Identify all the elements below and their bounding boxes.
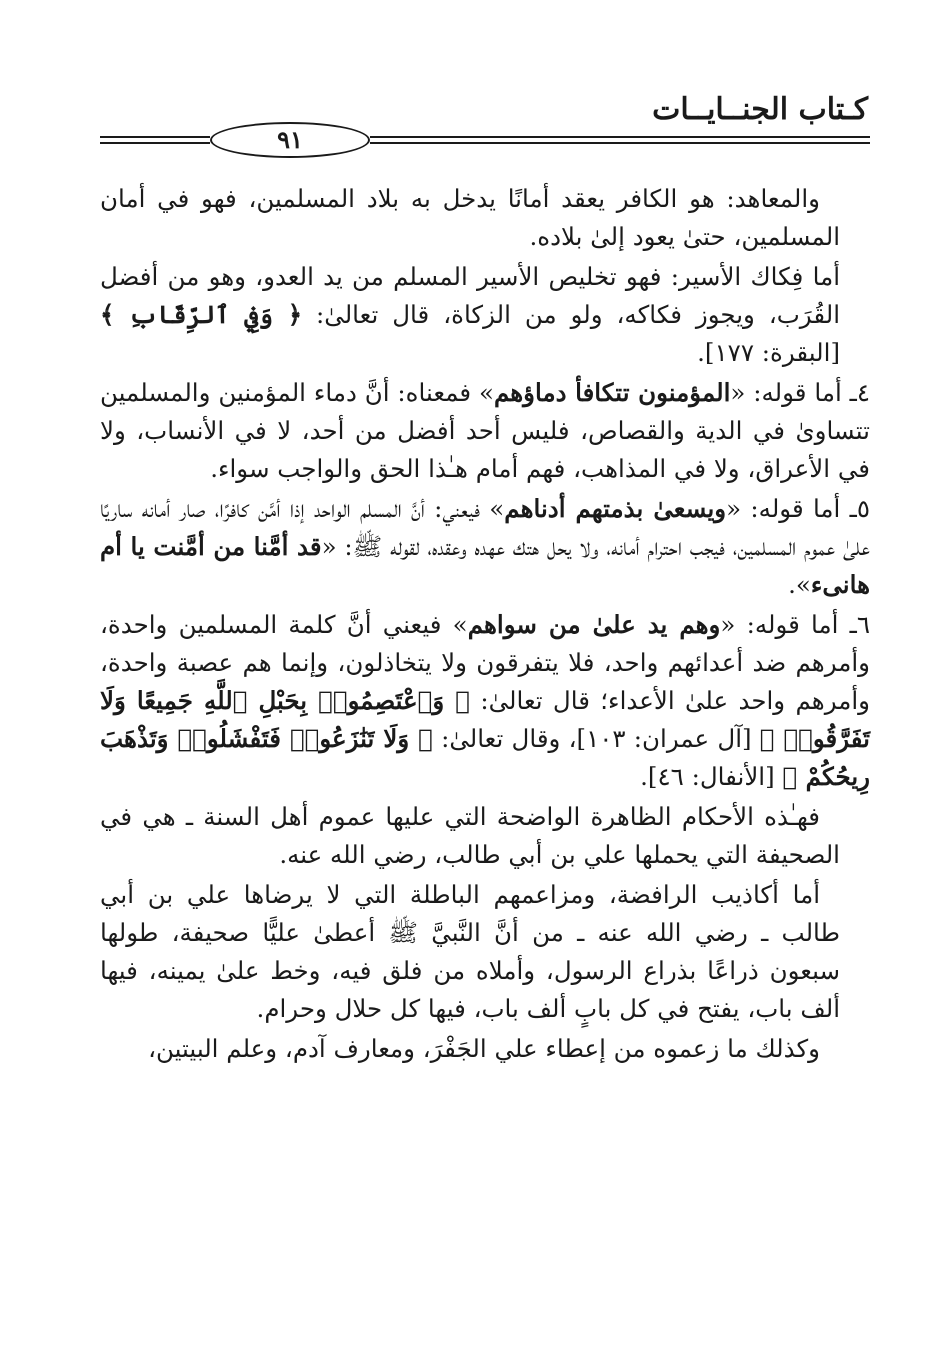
paragraph: وكذلك ما زعموه من إعطاء علي الجَفْرَ، ومعارف آدم، وعلم البيتين، [148,1034,820,1063]
paragraph: فهـٰذه الأحكام الظاهرة الواضحة التي عليها عموم أهل السنة ـ هي في الصحيفة التي يحملها علي بن أبي طالب، رضي الله عنه. [100,802,840,869]
paragraph: والمعاهد: هو الكافر يعقد أمانًا يدخل به بلاد المسلمين، فهو في أمان المسلمين، حتىٰ يعود إلىٰ بلاده. [100,184,840,251]
page-header [100,92,870,162]
quran-verse: ﴿ وَٱعْتَصِمُوا۟ بِحَبْلِ ٱللَّهِ جَمِيعًا وَلَا تَفَرَّقُوا۟ ﴾ [100,686,870,753]
page-number: ٩١ [210,122,370,158]
header-rule [100,136,210,138]
quran-verse: ﴿ وَفِي ٱلرِّقَابِ ﴾ [100,300,303,329]
numbered-paragraph: ٤ـ أما قوله: «المؤمنون تتكافأ دماؤهم» فمعناه: أنَّ دماء المؤمنين والمسلمين تتساوىٰ في الدية والقصاص، فليس أحد أفضل من أحد، لا في الأنساب، ولا في الأعراق، ولا في المذاهب، فهم أمام هـٰذا الحق والواجب سواء. [100,378,871,483]
hadith-quote: ويسعىٰ بذمتهم أدناهم [504,494,727,523]
header-rule [100,142,210,144]
numbered-paragraph: ٦ـ أما قوله: «وهم يد علىٰ من سواهم» فيعني أنَّ كلمة المسلمين واحدة، وأمرهم ضد أعدائهم واحد، فلا يتفرقون ولا يتخاذلون، وإنما هم عصبة واحدة، وأمرهم واحد علىٰ الأعداء؛ قال تعالىٰ: ﴿ وَٱعْتَصِمُوا۟ بِحَبْلِ ٱللَّهِ جَمِيعًا وَلَا تَفَرَّقُوا۟ ﴾ [آل عمران: ١٠٣]، وقال تعالىٰ: ﴿ وَلَا تَنَٰزَعُوا۟ فَتَفْشَلُوا۟ وَتَذْهَبَ رِيحُكُمْ ﴾ [الأنفال: ٤٦]. [100,610,870,791]
paragraph: أما أكاذيب الرافضة، ومزاعمهم الباطلة التي لا يرضاها علي بن أبي طالب ـ رضي الله عنه ـ من أنَّ النَّبيَّ ﷺ أعطىٰ عليًّا صحيفة، طولها سبعون ذراعًا بذراع الرسول، وأملاه من فلق فيه، وخط علىٰ يمينه، فيها ألف باب، يفتح في كل بابٍ ألف باب، فيها كل حلال وحرام. [100,880,840,1023]
paragraph: أما فِكاك الأسير: فهو تخليص الأسير المسلم من يد العدو، وهو من أفضل القُرَب، ويجوز فكاكه، ولو من الزكاة، قال تعالىٰ: ﴿ وَفِي ٱلرِّقَابِ ﴾ [البقرة: ١٧٧]. [100,262,840,367]
hadith-quote: وهم يد علىٰ من سواهم [467,610,721,639]
page-body [100,180,871,1070]
numbered-paragraph: ٥ـ أما قوله: «ويسعىٰ بذمتهم أدناهم» فيعني: أنَّ المسلم الواحد إذا أمَّن كافرًا، صار أمانه ساريًا علىٰ عموم المسلمين، فيجب احترام أمانه، ولا يحل هتك عهده وعقده، لقوله ﷺ: «قد أمَّنا من أمَّنت يا أم هانىء». [100,494,870,599]
chapter-title: كـتاب الجنــايــات [652,92,868,127]
hadith-quote: المؤمنون تتكافأ دماؤهم [493,378,731,407]
hadith-quote: قد أمَّنا من أمَّنت يا أم هانىء [100,532,870,599]
header-rule [370,142,870,144]
header-rule [370,136,870,138]
quran-verse: ﴿ وَلَا تَنَٰزَعُوا۟ فَتَفْشَلُوا۟ وَتَذْهَبَ رِيحُكُمْ ﴾ [100,724,870,791]
